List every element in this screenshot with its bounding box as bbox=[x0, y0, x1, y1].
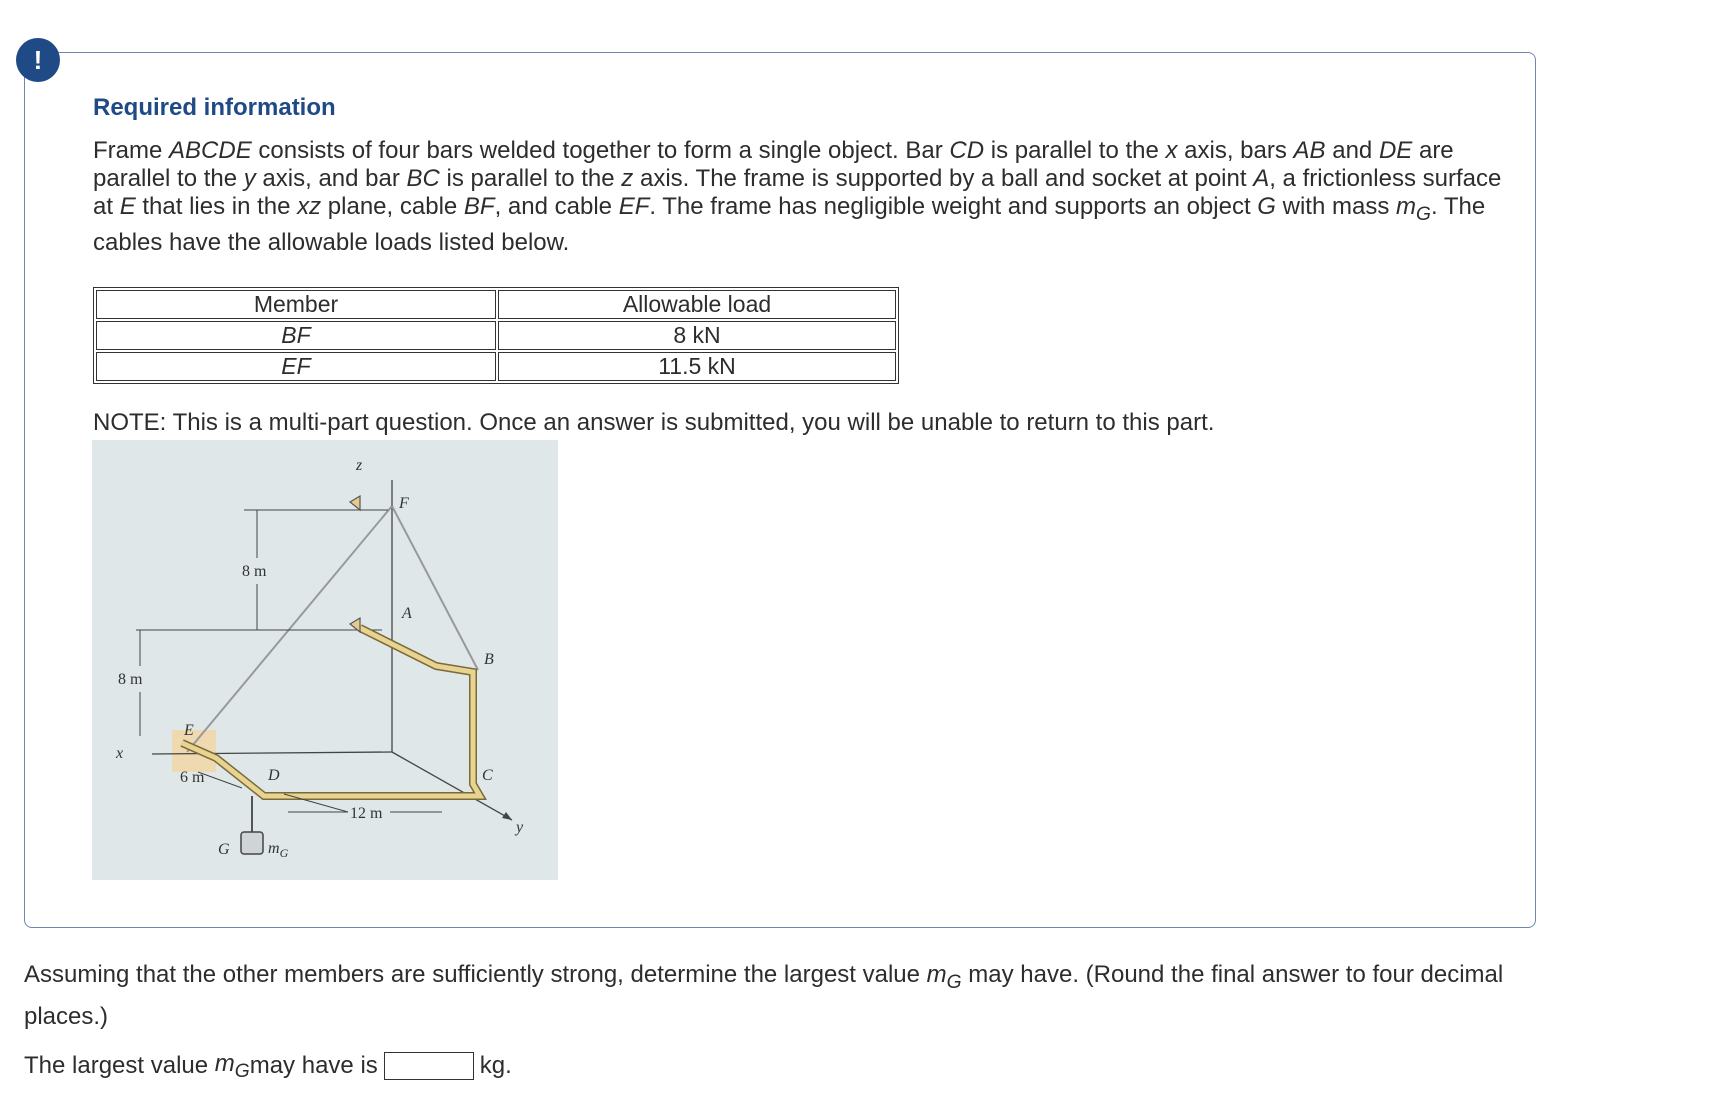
member-cell: BF bbox=[96, 321, 496, 350]
answer-input[interactable] bbox=[384, 1052, 474, 1080]
table-header-row bbox=[96, 290, 896, 319]
dim-left-height: 8 m bbox=[118, 671, 143, 688]
frame-figure bbox=[92, 440, 558, 880]
label-d: D bbox=[268, 767, 280, 784]
answer-unit: kg. bbox=[479, 1052, 512, 1080]
header-member: Member bbox=[96, 290, 496, 319]
label-g: G bbox=[218, 841, 230, 858]
dim-dc-length: 12 m bbox=[350, 805, 383, 822]
load-cell: 8 kN bbox=[498, 321, 896, 350]
allowable-loads-table bbox=[93, 287, 899, 384]
problem-statement: Frame ABCDE consists of four bars welded together to form a single object. Bar CD is parallel to the x axis, bars AB and DE are parallel to the y axis, and bar BC is parallel to the z axis. The frame is supported by a ball and socket at point A, a frictionless surface at E that lies in the xz plane, cable BF, and cable EF. The frame has negligible weight and supports an object G with mass $m_G$. The cables have the allowable loads listed below. bbox=[93, 137, 1502, 256]
multi-part-note: NOTE: This is a multi-part question. Once an answer is submitted, you will be unable to return to this part. bbox=[93, 409, 1215, 436]
answer-prefix: The largest value bbox=[24, 1052, 209, 1080]
table-row bbox=[96, 321, 896, 350]
table-row bbox=[96, 352, 896, 381]
load-cell: 11.5 kN bbox=[498, 352, 896, 381]
question-text: Assuming that the other members are sufficiently strong, determine the largest value $m_G$ may have. (Round the final answer to four decimal places.) bbox=[24, 961, 1504, 1030]
label-a: A bbox=[402, 605, 412, 622]
y-axis-arrow bbox=[502, 812, 512, 820]
frame-diagram bbox=[92, 440, 558, 880]
label-y: y bbox=[516, 819, 524, 836]
answer-row bbox=[24, 1050, 512, 1083]
alert-icon: ! bbox=[16, 38, 60, 82]
answer-mg: $m_G$ bbox=[214, 1050, 250, 1082]
y-axis bbox=[392, 752, 512, 820]
label-c: C bbox=[482, 767, 493, 784]
label-x: x bbox=[116, 745, 124, 762]
cable-bf bbox=[392, 506, 478, 670]
member-cell: EF bbox=[96, 352, 496, 381]
label-mg: $m_G$ bbox=[268, 840, 289, 860]
label-f: F bbox=[399, 495, 409, 512]
header-allowable-load: Allowable load bbox=[498, 290, 896, 319]
section-title: Required information bbox=[93, 94, 336, 121]
dim-ed-length: 6 m bbox=[180, 769, 205, 786]
mass-g-icon bbox=[241, 832, 263, 854]
label-z: z bbox=[356, 457, 363, 474]
answer-middle: may have is bbox=[249, 1052, 378, 1080]
dim-top-height: 8 m bbox=[242, 563, 267, 580]
frame-abcde-outline bbox=[182, 628, 480, 796]
label-e: E bbox=[184, 722, 194, 739]
label-b: B bbox=[484, 651, 494, 668]
support-f-icon bbox=[350, 496, 360, 510]
